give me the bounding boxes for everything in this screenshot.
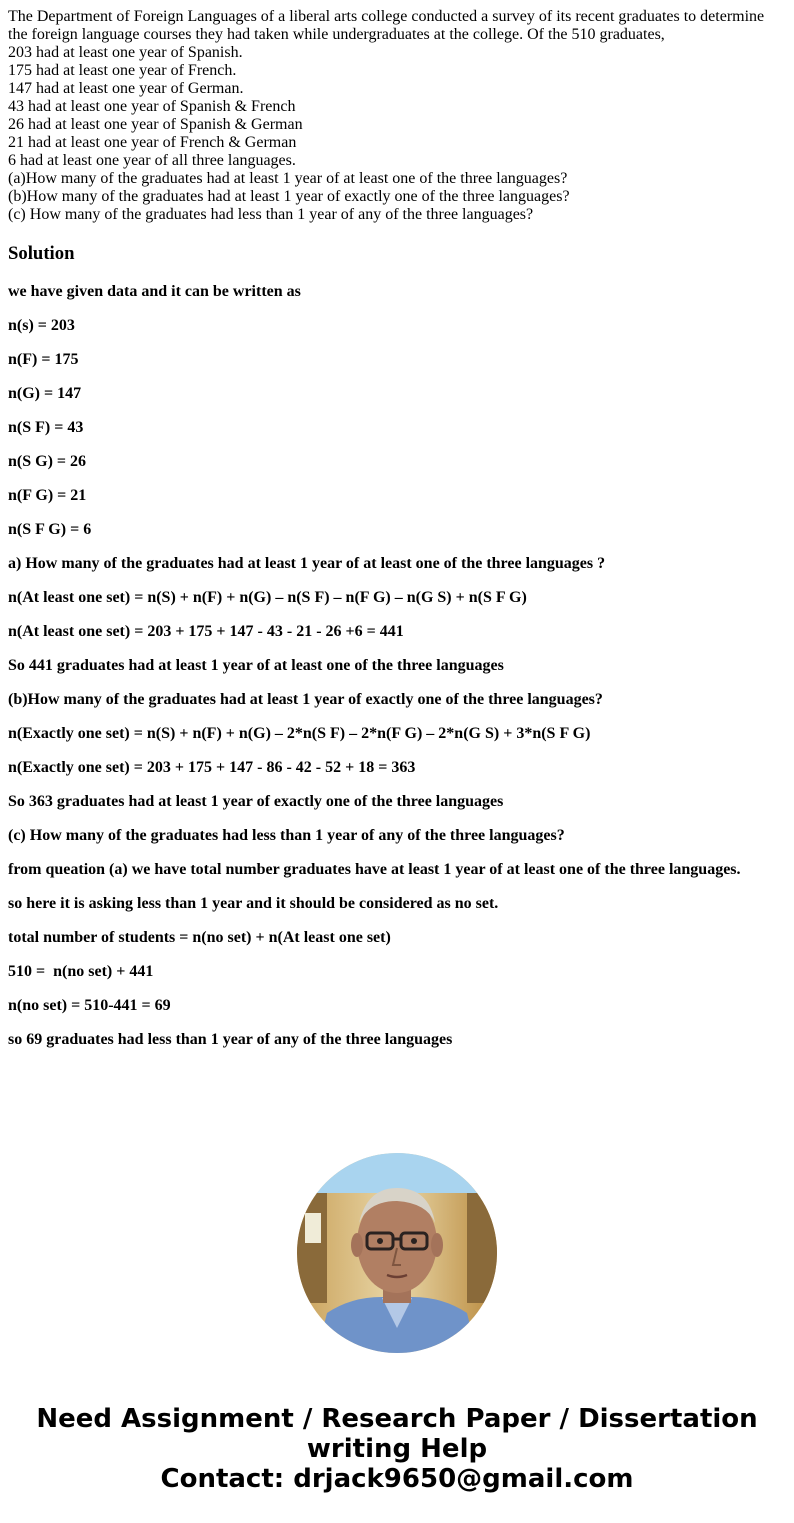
- solution-line: n(F) = 175: [8, 351, 79, 368]
- question-fact: 203 had at least one year of Spanish.: [8, 44, 243, 61]
- solution-line: so 69 graduates had less than 1 year of any of the three languages: [8, 1031, 453, 1048]
- solution-line: (b)How many of the graduates had at least 1 year of exactly one of the three languages?: [8, 691, 603, 708]
- solution-body: [8, 283, 788, 1065]
- solution-line: a) How many of the graduates had at least 1 year of at least one of the three languages ?: [8, 555, 606, 572]
- question-part-b: (b)How many of the graduates had at least 1 year of exactly one of the three languages?: [8, 188, 570, 205]
- footer-contact: Contact: drjack9650@gmail.com: [160, 1464, 634, 1494]
- author-avatar: [297, 1153, 497, 1353]
- contact-footer: [0, 1404, 794, 1494]
- question-text: [8, 8, 778, 224]
- solution-line: n(At least one set) = n(S) + n(F) + n(G) – n(S F) – n(F G) – n(G S) + n(S F G): [8, 589, 527, 606]
- solution-line: n(S F G) = 6: [8, 521, 92, 538]
- solution-line: n(Exactly one set) = 203 + 175 + 147 - 86 - 42 - 52 + 18 = 363: [8, 759, 416, 776]
- solution-line: n(S F) = 43: [8, 419, 84, 436]
- solution-line: n(s) = 203: [8, 317, 75, 334]
- question-fact: 175 had at least one year of French.: [8, 62, 237, 79]
- question-fact: 6 had at least one year of all three languages.: [8, 152, 296, 169]
- solution-line: So 363 graduates had at least 1 year of exactly one of the three languages: [8, 793, 504, 810]
- solution-line: n(no set) = 510-441 = 69: [8, 997, 171, 1014]
- solution-line: so here it is asking less than 1 year and it should be considered as no set.: [8, 895, 499, 912]
- question-part-a: (a)How many of the graduates had at least 1 year of at least one of the three languages?: [8, 170, 568, 187]
- solution-line: n(F G) = 21: [8, 487, 87, 504]
- solution-line: n(G) = 147: [8, 385, 82, 402]
- question-fact: 43 had at least one year of Spanish & French: [8, 98, 296, 115]
- solution-line: 510 = n(no set) + 441: [8, 963, 154, 980]
- solution-heading: Solution: [8, 243, 75, 264]
- question-part-c: (c) How many of the graduates had less than 1 year of any of the three languages?: [8, 206, 534, 223]
- question-intro: The Department of Foreign Languages of a liberal arts college conducted a survey of its recent graduates to determine the foreign language courses they had taken while undergraduates at the college. Of the 510 graduates,: [8, 8, 765, 43]
- solution-line: (c) How many of the graduates had less than 1 year of any of the three languages?: [8, 827, 565, 844]
- footer-line-2: writing Help: [306, 1434, 488, 1464]
- footer-line-1: Need Assignment / Research Paper / Dissertation: [36, 1404, 758, 1434]
- question-fact: 26 had at least one year of Spanish & German: [8, 116, 303, 133]
- solution-line: we have given data and it can be written as: [8, 283, 301, 300]
- author-portrait: [297, 1153, 497, 1353]
- question-fact: 21 had at least one year of French & German: [8, 134, 297, 151]
- solution-line: n(S G) = 26: [8, 453, 87, 470]
- solution-line: n(Exactly one set) = n(S) + n(F) + n(G) – 2*n(S F) – 2*n(F G) – 2*n(G S) + 3*n(S F G): [8, 725, 591, 742]
- question-fact: 147 had at least one year of German.: [8, 80, 244, 97]
- solution-line: n(At least one set) = 203 + 175 + 147 - 43 - 21 - 26 +6 = 441: [8, 623, 404, 640]
- solution-line: So 441 graduates had at least 1 year of at least one of the three languages: [8, 657, 504, 674]
- solution-line: total number of students = n(no set) + n(At least one set): [8, 929, 391, 946]
- solution-line: from queation (a) we have total number graduates have at least 1 year of at least one of the three languages.: [8, 861, 741, 878]
